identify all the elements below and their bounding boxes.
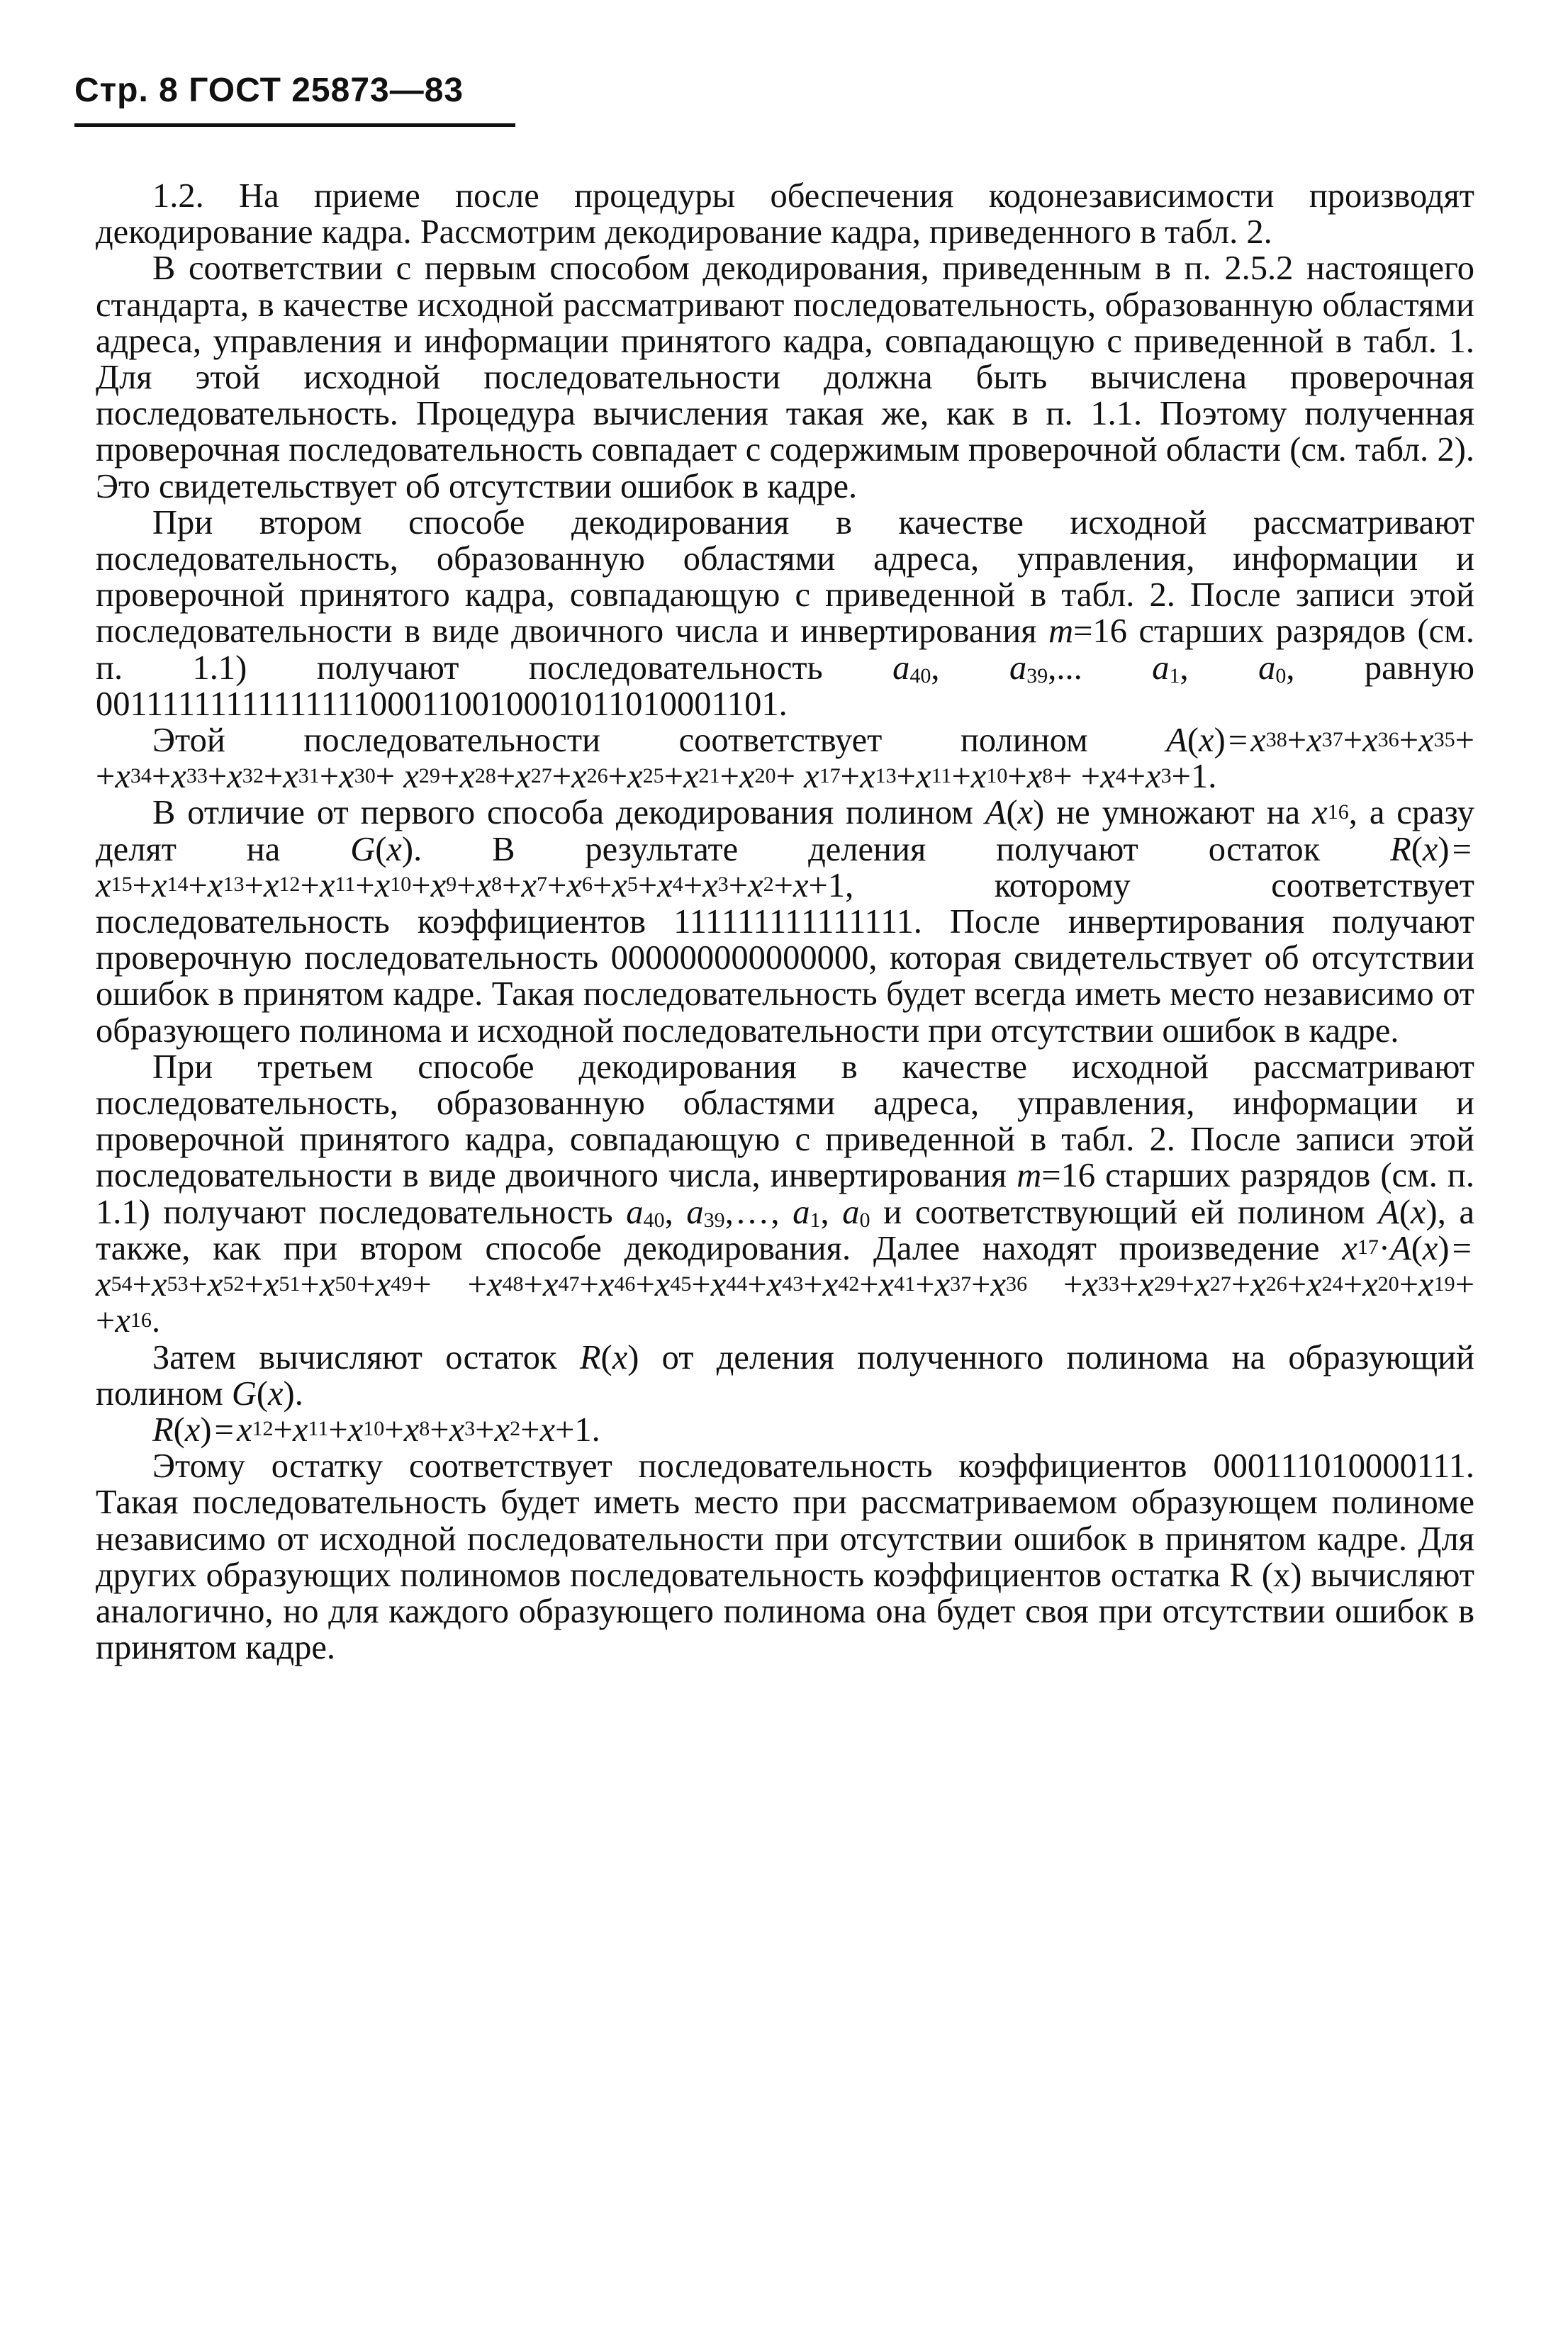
remainder-formula: R(x) = $x^{12}+x^{11}+x^{10}+x^8+x^3+x^2+x+1$. [152,1411,600,1449]
paragraph-second-method: При втором способе декодирования в качестве исходной рассматривают последовательность, образованную областями адреса, управления, информации и проверочной принятого кадра, совпадающую с приведенной в табл. 2. После записи этой последовательности в виде двоичного числа и инвертирования m=16 старших разрядов (см. п. 1.1) получают последовательность $a_{40}$, $a_{39}$,... $a_1$, $a_0$, равную 00111111111111111000110010001011010001101. [96,503,1475,723]
paragraph-difference: В отличие от первого способа декодирования полином A(x) не умножают на $x^{16}$, а сразу делят на G(x). В результате деления получают остаток R(x) = $x^{15}+x^{14}+x^{13}+x^{12}+x^{11}+x^{10}+x^9+x^8+x^7+x^6+x^5+x^4+x^3+x^2+x+1$, которому соответствует последовательность коэффициентов 111111111111111. После инвертирования получают проверочную последовательность 000000000000000, которая свидетельствует об отсутствии ошибок в принятом кадре. Такая последовательность будет всегда иметь место независимо от образующего полинома и исходной последовательности при отсутствии ошибок в кадре. [96,794,1474,1050]
paragraph-conclusion: Этому остатку соответствует последовательность коэффициентов 000111010000111. Такая последовательность будет иметь место при рассматриваемом образующем полиноме независимо от исходной последовательности при отсутствии ошибок в принятом кадре. Для других образующих полиномов последовательность коэффициентов остатка R (x) вычисляют аналогично, но для каждого образующего полинома она будет своя при отсутствии ошибок в принятом кадре. [96,1447,1474,1667]
paragraph-first-method: В соответствии с первым способом декодирования, приведенным в п. 2.5.2 настоящего стандарта, в качестве исходной рассматривают последовательность, образованную областями адреса, управления и информации принятого кадра, совпадающую с приведенной в табл. 1. Для этой исходной последовательности должна быть вычислена проверочная последовательность. Процедура вычисления такая же, как в п. 1.1. Поэтому полученная проверочная последовательность совпадает с содержимым проверочной области (см. табл. 2). Это свидетельствует об отсутствии ошибок в кадре. [96,249,1474,505]
page-header: Стр. 8 ГОСТ 25873—83 [74,72,464,109]
paragraph-remainder: Затем вычисляют остаток R(x) от деления полученного полинома на образующий полином G(x). [96,1338,1474,1413]
paragraph-1-2: 1.2. На приеме после процедуры обеспечения кодонезависимости производят декодирование кадра. Рассмотрим декодирование кадра, приведенного в табл. 2. [96,177,1474,252]
paragraph-polynomial-a: Этой последовательности соответствует полином A(x) = $x^{38}+x^{37}+x^{36}+x^{35}+ +x^{34}+x^{33}+x^{32}+x^{31}+x^{30}+ x^{29}+x^{28}+x^{27}+x^{26}+x^{25}+x^{21}+x^{20}+ x^{17}+x^{13}+x^{11}+x^{10}+x^8+ +x^4+x^3+1$. [96,722,1474,796]
paragraph-third-method: При третьем способе декодирования в качестве исходной рассматривают последовательность, образованную областями адреса, управления, информации и проверочной принятого кадра, совпадающую с приведенной в табл. 2. После записи этой последовательности в виде двоичного числа, инвертирования m=16 старших разрядов (см. п. 1.1) получают последовательность $a_{40}$, $a_{39}$, . . . , $a_1$, $a_0$ и соответствующий ей полином A(x), а также, как при втором способе декодирования. Далее находят произведение $x^{17}\cdot A(x)$ = $x^{54}+x^{53}+x^{52}+x^{51}+x^{50}+x^{49}+ +x^{48}+x^{47}+x^{46}+x^{45}+x^{44}+x^{43}+x^{42}+x^{41}+x^{37}+x^{36} +x^{33}+x^{29}+x^{27}+x^{26}+x^{24}+x^{20}+x^{19}+ +x^{16}$. [96,1048,1475,1340]
document-body [96,178,1474,1666]
header-rule [74,123,515,127]
